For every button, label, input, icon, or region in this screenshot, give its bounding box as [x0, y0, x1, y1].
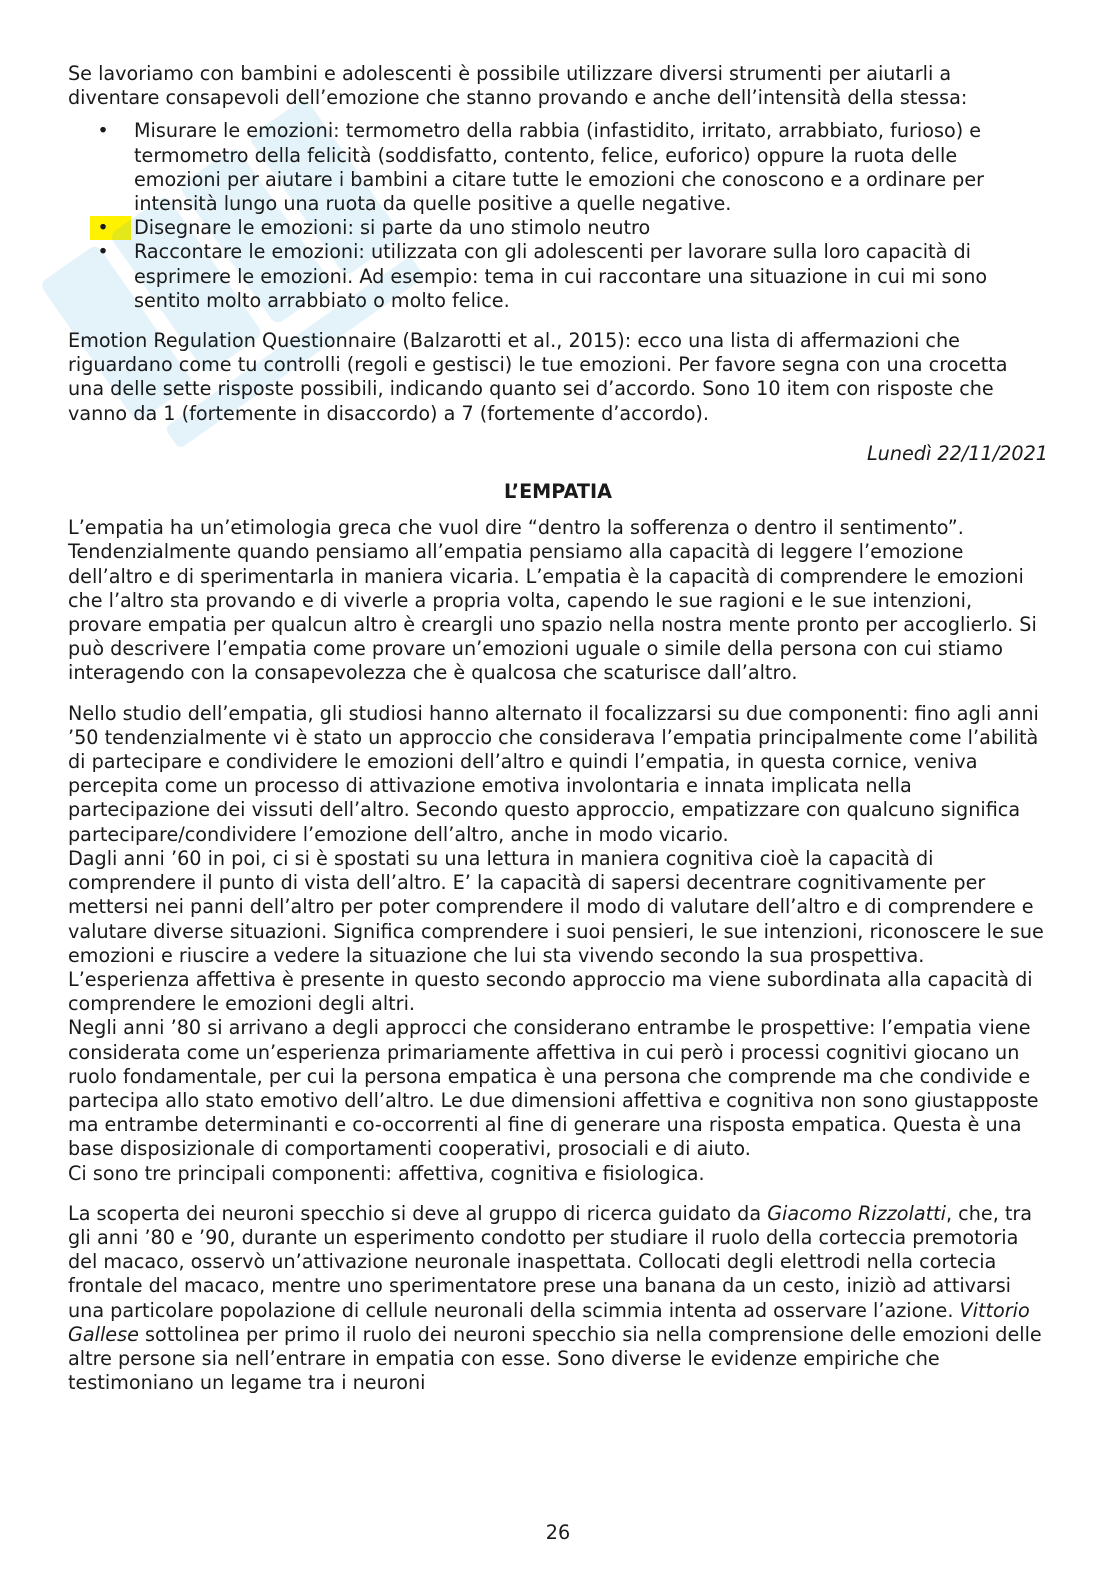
paragraph-history-60s: Dagli anni ’60 in poi, ci si è spostati su una lettura in maniera cognitiva cioè la capacità di comprendere il punto di vista dell’altro. E’ la capacità di sapersi decentrare cognitivamente per mettersi nei panni dell’altro per poter comprendere il modo di valutare dell’altro e di comprendere e valutare diverse situazioni. Significa comprendere i suoi pensieri, le sue intenzioni, riconoscere le sue emozioni e riuscire a vedere la situazione che lui sta vivendo secondo la sua prospettiva. L’esperienza affettiva è presente in questo secondo approccio ma viene subordinata alla capacità di comprendere le emozioni degli altri.: [68, 846, 1044, 1016]
lecture-date: Lunedì 22/11/2021: [866, 441, 1048, 465]
bullet-list: [68, 119, 1048, 313]
text-span: , che, tra gli anni ’80 e ’90, durante un esperimento condotto per studiare il ruolo della corteccia premotoria del macaco, osservò un’attivazione neuronale inaspettata. Collocati degli elettrodi nella cortecia frontale del macaco, mentre uno sperimentatore prese una banana da un cesto, iniziò ad attivarsi una particolare popolazione di cellule neuronali della scimmia intenta ad osservare l’azione.: [68, 1201, 1033, 1322]
page-number: 26: [545, 1521, 571, 1544]
text-span: La scoperta dei neuroni specchio si deve al gruppo di ricerca guidato da: [68, 1201, 768, 1225]
list-item: [68, 240, 1048, 313]
paragraph-history-80s: Negli anni ’80 si arrivano a degli approcci che considerano entrambe le prospettive: l’empatia viene considerata come un’esperienza primariamente affettiva in cui però i processi cognitivi giocano un ruolo fondamentale, per cui la persona empatica è una persona che comprende ma che condivide e partecipa allo stato emotivo dell’altro. Le due dimensioni affettiva e cognitiva non sono giustapposte ma entrambe determinanti e co-occorrenti al fine di generare una risposta empatica. Questa è una base disposizionale di comportamenti cooperativi, prosociali e di aiuto.: [68, 1016, 1039, 1161]
paragraph-components: Ci sono tre principali componenti: affettiva, cognitiva e fisiologica.: [68, 1161, 705, 1185]
text-span: sottolinea per primo il ruolo dei neuroni specchio sia nella comprensione delle emozioni delle altre persone sia nell’entrare in empatia con esse. Sono diverse le evidenze empiriche che testimoniano un legame tra i neuroni: [68, 1322, 1042, 1395]
erq-paragraph: Emotion Regulation Questionnaire (Balzarotti et al., 2015): ecco una lista di affermazioni che riguardano come tu controlli (regoli e gestisci) le tue emozioni. Per favore segna con una crocetta una delle sette risposte possibili, indicando quanto sei d’accordo. Sono 10 item con risposte che vanno da 1 (fortemente in disaccordo) a 7 (fortemente d’accordo).: [68, 329, 1008, 425]
bullet-icon: •: [97, 216, 109, 240]
bullet-text: Misurare le emozioni: termometro della rabbia (infastidito, irritato, arrabbiato, furioso) e termometro della felicità (soddisfatto, contento, felice, euforico) oppure la ruota delle emozioni per aiutare i bambini a citare tutte le emozioni che conoscono e a ordinare per intensità lungo una ruota da quelle positive a quelle negative.: [134, 119, 985, 216]
list-item: [68, 216, 1048, 240]
intro-paragraph: Se lavoriamo con bambini e adolescenti è possibile utilizzare diversi strumenti per aiutarli a diventare consapevoli dell’emozione che stanno provando e anche dell’intensità della stessa:: [68, 62, 968, 110]
section-heading: L’EMPATIA: [503, 480, 613, 504]
bullet-icon: •: [97, 240, 109, 264]
bullet-text: Disegnare le emozioni: si parte da uno stimolo neutro: [134, 216, 651, 240]
document-body: [68, 62, 1048, 1395]
paragraph-history-50s: Nello studio dell’empatia, gli studiosi hanno alternato il focalizzarsi su due componenti: fino agli anni ’50 tendenzialmente vi è stato un approccio che considerava l’empatia principalmente come l’abilità di partecipare e condividere le emozioni dell’altro e quindi l’empatia, in questa cornice, veniva percepita come un processo di attivazione emotiva involontaria e innata implicata nella partecipazione dei vissuti dell’altro. Secondo questo approccio, empatizzare con qualcuno significa partecipare/condividere l’emozione dell’altro, anche in modo vicario.: [68, 701, 1039, 846]
paragraph-etymology: L’empatia ha un’etimologia greca che vuol dire “dentro la sofferenza o dentro il sentimento”. Tendenzialmente quando pensiamo all’empatia pensiamo alla capacità di leggere l’emozione dell’altro e di sperimentarla in maniera vicaria. L’empatia è la capacità di comprendere le emozioni che l’altro sta provando e di viverle a propria volta, capendo le sue ragioni e le sue intenzioni, provare empatia per qualcun altro è creargli uno spazio nella nostra mente pronto per accoglierlo. Si può descrivere l’empatia come provare un’emozioni uguale o simile della persona con cui stiamo interagendo con la consapevolezza che è qualcosa che scaturisce dall’altro.: [68, 516, 1037, 685]
bullet-text: Raccontare le emozioni: utilizzata con gli adolescenti per lavorare sulla loro capacità di esprimere le emozioni. Ad esempio: tema in cui raccontare una situazione in cui mi sono sentito molto arrabbiato o molto felice.: [134, 240, 988, 312]
author-name: Giacomo Rizzolatti: [767, 1201, 946, 1225]
author-name: Vittorio Gallese: [68, 1298, 1030, 1346]
bullet-icon: •: [97, 119, 109, 143]
paragraph-mirror-neurons: [68, 1202, 1048, 1396]
list-item: [68, 119, 1048, 216]
